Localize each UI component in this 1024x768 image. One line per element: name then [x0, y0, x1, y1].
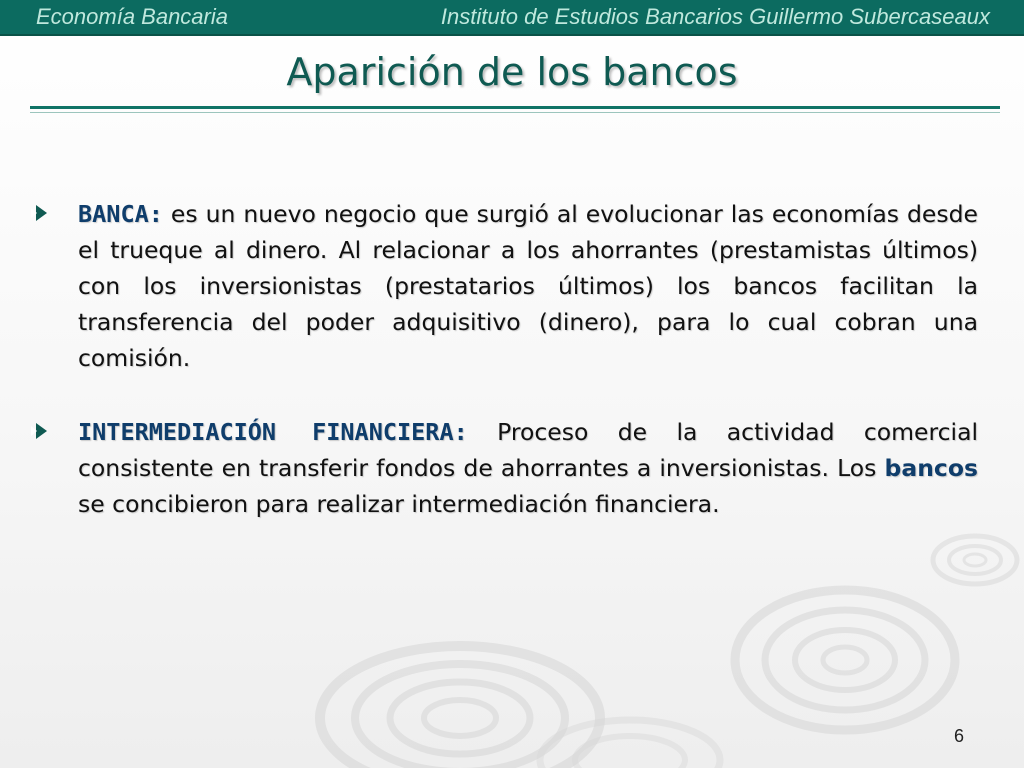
bullet-body: Proceso de la actividad comercial consistente en transferir fondos de ahorrantes a inversionistas. Los [78, 418, 979, 482]
bullet-term: BANCA: [78, 200, 163, 228]
bullet-intermediacion [36, 414, 978, 522]
title-underline [30, 106, 1000, 109]
bullet-body-end: se concibieron para realizar intermediación financiera. [78, 490, 720, 518]
slide-title: Aparición de los bancos [286, 50, 738, 94]
highlighted-word: bancos [884, 454, 978, 482]
header-bar [0, 0, 1024, 36]
bullet-text [78, 414, 978, 522]
bullet-arrow-icon [36, 423, 47, 439]
bullet-list [36, 196, 978, 560]
course-name: Economía Bancaria [36, 4, 228, 29]
bullet-term: INTERMEDIACIÓN FINANCIERA: [78, 418, 468, 446]
bullet-body: es un nuevo negocio que surgió al evolucionar las economías desde el trueque al dinero. Al relacionar a los ahorrantes (prestamistas últimos) con los inversionistas (prestatarios últimos) los bancos facilitan la transferencia del poder adquisitivo (dinero), para lo cual cobran una comisión. [78, 200, 978, 372]
bullet-banca [36, 196, 978, 376]
title-underline-thin [30, 112, 1000, 113]
institute-name: Instituto de Estudios Bancarios Guillermo Subercaseaux [440, 4, 990, 29]
bullet-arrow-icon [36, 205, 47, 221]
bullet-text [78, 196, 978, 376]
page-number: 6 [953, 726, 964, 746]
